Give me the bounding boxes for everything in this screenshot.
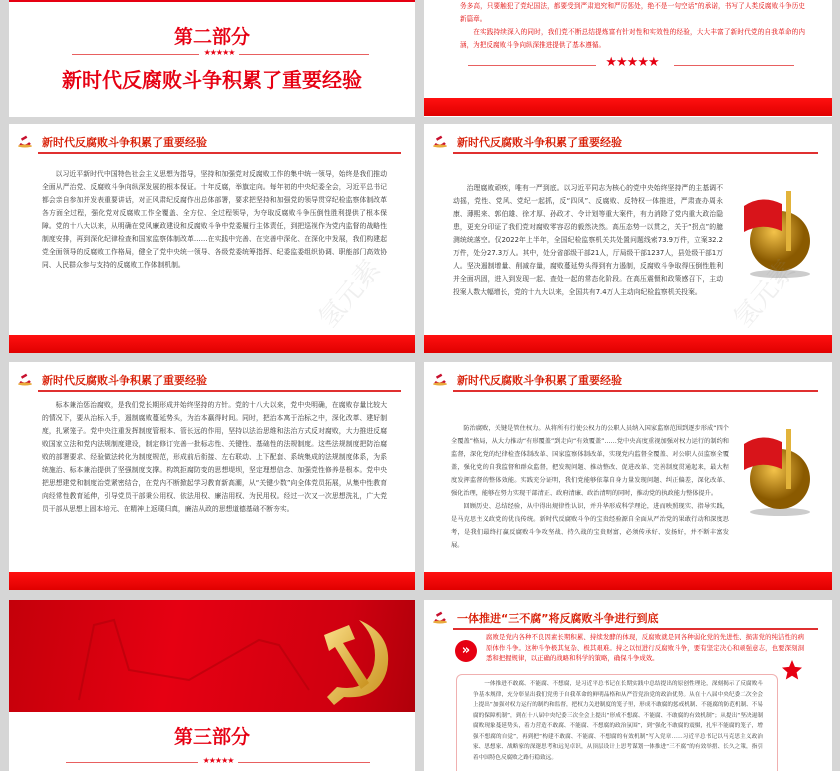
title-underline bbox=[38, 152, 401, 154]
top-red-line bbox=[9, 0, 415, 2]
slide-part-two-cover[interactable] bbox=[9, 0, 415, 117]
divider-right bbox=[239, 54, 369, 55]
stars-icon: ★★★★★ bbox=[605, 55, 659, 70]
slide-text bbox=[42, 399, 387, 516]
party-emblem-icon bbox=[432, 610, 448, 624]
lead-text: 腐败是党内各种不良因素长期积累、持续发酵的体现，反腐败就是同各种弱化党的先进性、损害党的纯洁性的病原体作斗争。这种斗争极其复杂、极其艰难。持之以恒进行反腐败斗争，要有坚定决心和顽强意志，也要深刻洞悉和把握规律，以正确的战略和科学的策略，确保斗争成效。 bbox=[486, 633, 804, 662]
stars-icon: ★★★★★ bbox=[202, 756, 234, 765]
divider-left bbox=[468, 65, 596, 66]
title-underline bbox=[453, 390, 818, 392]
slide-text bbox=[453, 182, 723, 299]
divider-left bbox=[72, 54, 199, 55]
part-subtitle: 新时代反腐败斗争积累了重要经验 bbox=[62, 68, 362, 92]
red-banner bbox=[9, 600, 415, 712]
slide-text bbox=[460, 0, 805, 52]
slide-title: 新时代反腐败斗争积累了重要经验 bbox=[42, 374, 207, 387]
party-emblem-icon bbox=[432, 134, 448, 148]
slide-title: 新时代反腐败斗争积累了重要经验 bbox=[457, 374, 622, 387]
slide-title: 新时代反腐败斗争积累了重要经验 bbox=[42, 136, 207, 149]
paragraph: 防治腐败，关键是管住权力。从将所有行使公权力的公职人员纳入国家监察范围到逐步形成“四个全覆盖”格局，从大力推动“有形覆盖”到走向“有效覆盖”……党中央高度重视加强对权力运行的制约和监督，深化党的纪律检查体制改革、国家监察体制改革，实现党内监督全覆盖、对公职人员监察全覆盖，强化党的自我监督和群众监督，把发现问题、推动整改、促进改革、完善制度贯通起来，最大程度发挥监督的整体效能。实践充分证明，我们党能够依靠自身力量发现问题、纠正偏差，深化改革、强化治理，能够在努力实现干部清正、政府清廉、政治清明的同时，推动党的执政能力整体提升。 bbox=[451, 425, 729, 497]
party-emblem-icon bbox=[17, 134, 33, 148]
slide-three-no-corruption[interactable] bbox=[424, 600, 832, 771]
party-emblem-icon bbox=[17, 372, 33, 386]
party-emblem-icon bbox=[432, 372, 448, 386]
slide-title: 一体推进“三不腐”将反腐败斗争进行到底 bbox=[457, 612, 659, 625]
double-chevron-right-icon: » bbox=[455, 640, 477, 662]
slide-title: 新时代反腐败斗争积累了重要经验 bbox=[457, 136, 622, 149]
star-icon bbox=[782, 660, 802, 680]
footer-bar bbox=[424, 98, 832, 116]
stars-icon: ★★★★★ bbox=[203, 48, 235, 57]
slide-experience-3[interactable] bbox=[9, 362, 415, 590]
watermark: 氢元素 bbox=[728, 254, 802, 334]
flag-globe-illustration bbox=[742, 424, 814, 519]
footer-bar bbox=[9, 335, 415, 353]
footer-bar bbox=[9, 572, 415, 590]
slide-experience-1[interactable] bbox=[9, 124, 415, 353]
footer-bar bbox=[424, 335, 832, 353]
slide-experience-2[interactable] bbox=[424, 124, 832, 353]
slide-part-three-cover[interactable] bbox=[9, 600, 415, 771]
divider-right bbox=[238, 762, 370, 763]
part-heading: 第三部分 bbox=[173, 726, 250, 748]
paragraph: 务多高，只要触犯了党纪国法，都要受到严肃追究和严厉惩处，绝不是一句空话”的承诺，书写了人类反腐败斗争历史新篇章。 bbox=[460, 2, 805, 23]
title-underline bbox=[453, 152, 818, 154]
divider-right bbox=[674, 65, 794, 66]
title-underline bbox=[38, 390, 401, 392]
paragraph: 回顾历史、总结经验，从中得出规律性认识，并升华形成科学理论，进而映照现实、指导实践，是马克思主义政党的优良传统。新时代反腐败斗争的宝贵经验源自全面从严治党的果敢行动和深度思考，是我们最终打赢反腐败斗争攻坚战、持久战的宝贵财富，必须传承好、发扬好，并不断丰富发展。 bbox=[451, 503, 729, 549]
slide-experience-4[interactable] bbox=[424, 362, 832, 590]
slide-text bbox=[451, 422, 729, 552]
body-frame bbox=[456, 674, 778, 771]
watermark: 氢元素 bbox=[313, 254, 387, 334]
hammer-sickle-icon bbox=[309, 615, 394, 705]
paragraph: 标本兼治惩治腐败，是我们党长期形成并始终坚持的方针。党的十八大以来，党中央明确，在腐败存量比较大的情况下，要从治标入手，遏制腐败蔓延势头，为治本赢得时间。同时，把治本寓于治标之中，深化改革、建好制度，扎紧笼子。党中央注重发挥制度管根本、管长远的作用，坚持以法治思维和法治方式反对腐败，大力推进反腐败国家立法和党内法规制度建设，制定修订完善一批标志性、关键性、基础性的法规制度。这些法规制度把防治腐败的部署要求、经验做法转化为制度规范，形成前后衔接、左右联动、上下配套、系统集成的法规制度体系，为系统施治、标本兼治提供了坚强制度支撑。构筑拒腐防变的思想堤坝，坚定理想信念、加强党性修养是根本。党中央把思想建党和制度治党紧密结合，在党内不断掀起学习教育新高潮，从“关键少数”向全体党员拓展，从集中性教育向经常性教育延伸，引导党员干部秉公用权、依法用权、廉洁用权、为民用权。经过一次又一次思想洗礼，广大党员干部从思想上固本培元、在精神上返璞归真，廉洁从政的思想道德基础不断夯实。 bbox=[42, 401, 387, 513]
paragraph: 在实践持续深入的同时，我们党不断总结提炼富有针对性和实效性的经验，大大丰富了新时代党的自我革命的内涵，为把反腐败斗争向纵深推进提供了基本遵循。 bbox=[460, 28, 805, 49]
divider-left bbox=[66, 762, 198, 763]
title-underline bbox=[453, 628, 818, 630]
footer-bar bbox=[424, 572, 832, 590]
body-text: 一体推进不敢腐、不能腐、不想腐，是习近平总书记在长期实践中总结提出的原创性理论，深刻揭示了反腐败斗争基本规律，充分彰显出我们党勇于自我革命的鲜明品格和从严管党治党的政治优势。从在十八届中央纪委二次全会上提出“加强对权力运行的制约和监督，把权力关进制度的笼子里，形成不敢腐的惩戒机制、不能腐的防范机制、不易腐的保障机制”，到在十八届中央纪委三次全会上提出“形成不想腐、不能腐、不敢腐的有效机制”；从提出“坚决遏制腐败现象蔓延势头，着力营造不敢腐、不能腐、不想腐的政治氛围”，到“强化不敢腐的震慑，扎牢不能腐的笼子，增强不想腐的自觉”，再到把“构建不敢腐、不能腐、不想腐的有效机制”写入党章……习近平总书记以马克思主义政治家、思想家、战略家的深邃思考和远见卓识，从顶层设计上思考谋划一体推进“三不腐”的有效举措、长久之策，指引着中国特色反腐败之路行稳致远。 bbox=[473, 681, 763, 761]
paragraph: 治理腐败顽疾，唯有一严到底。以习近平同志为核心的党中央始终坚持严的主基调不动摇，党性、党风、党纪一起抓，反“四风”、反腐败、反特权一体推进，严肃查办周永康、薄熙来、郭伯雄、徐才厚、孙政才、令计划等重大案件，有力消除了党内重大政治隐患，更充分印证了我们党对腐败零容忍的毅然决然。高压态势一以贯之，关于“拐点”的臆测统统落空。仅2022年上半年，全国纪检监察机关共处置问题线索73.9万件，立案32.2万件，处分27.3万人。其中，处分省部级干部21人，厅局级干部1237人，县处级干部1万人。坚决遏制增量、削减存量，腐败蔓延势头得到有力遏制，反腐败斗争取得压倒性胜利并全面巩固，进入到发现一起、查处一起的常态化阶段。在高压震慑和政策感召下，主动投案人数大幅增长，党的十九大以来，全国共有7.4万人主动向纪检监察机关投案。 bbox=[453, 184, 723, 296]
paragraph: 以习近平新时代中国特色社会主义思想为指导，坚持和加强党对反腐败工作的集中统一领导，始终是我们推动全面从严治党、反腐败斗争向纵深发展的根本保证。十年反腐，举旗定向。每年初的中央纪委全会，习近平总书记都会亲自参加并发表重要讲话，对正风肃纪反腐作出总体部署，要求把坚持和加强党的领导贯穿纪检监察体制改革各方面全过程，强化党对反腐败工作全覆盖、全方位、全过程领导，为夺取反腐败斗争压倒性胜利提供了根本保障。党的十八大以来，从明确在党风廉政建设和反腐败斗争中党委履行主体责任，到把巡视作为党内监督的战略性制度安排，再到深化纪律检查和国家监察体制改革……在实践中完善、在完善中深化、在深化中发展，我们构建起党全面领导的反腐败工作格局，健全了党中央统一领导、各级党委统筹指挥、纪委监委组织协调、职能部门高效协同、人民群众参与支持的反腐败工作体制机制。 bbox=[42, 170, 387, 269]
slide-text bbox=[42, 168, 387, 272]
part-heading: 第二部分 bbox=[173, 26, 250, 48]
slide-conclusion[interactable] bbox=[424, 0, 832, 117]
